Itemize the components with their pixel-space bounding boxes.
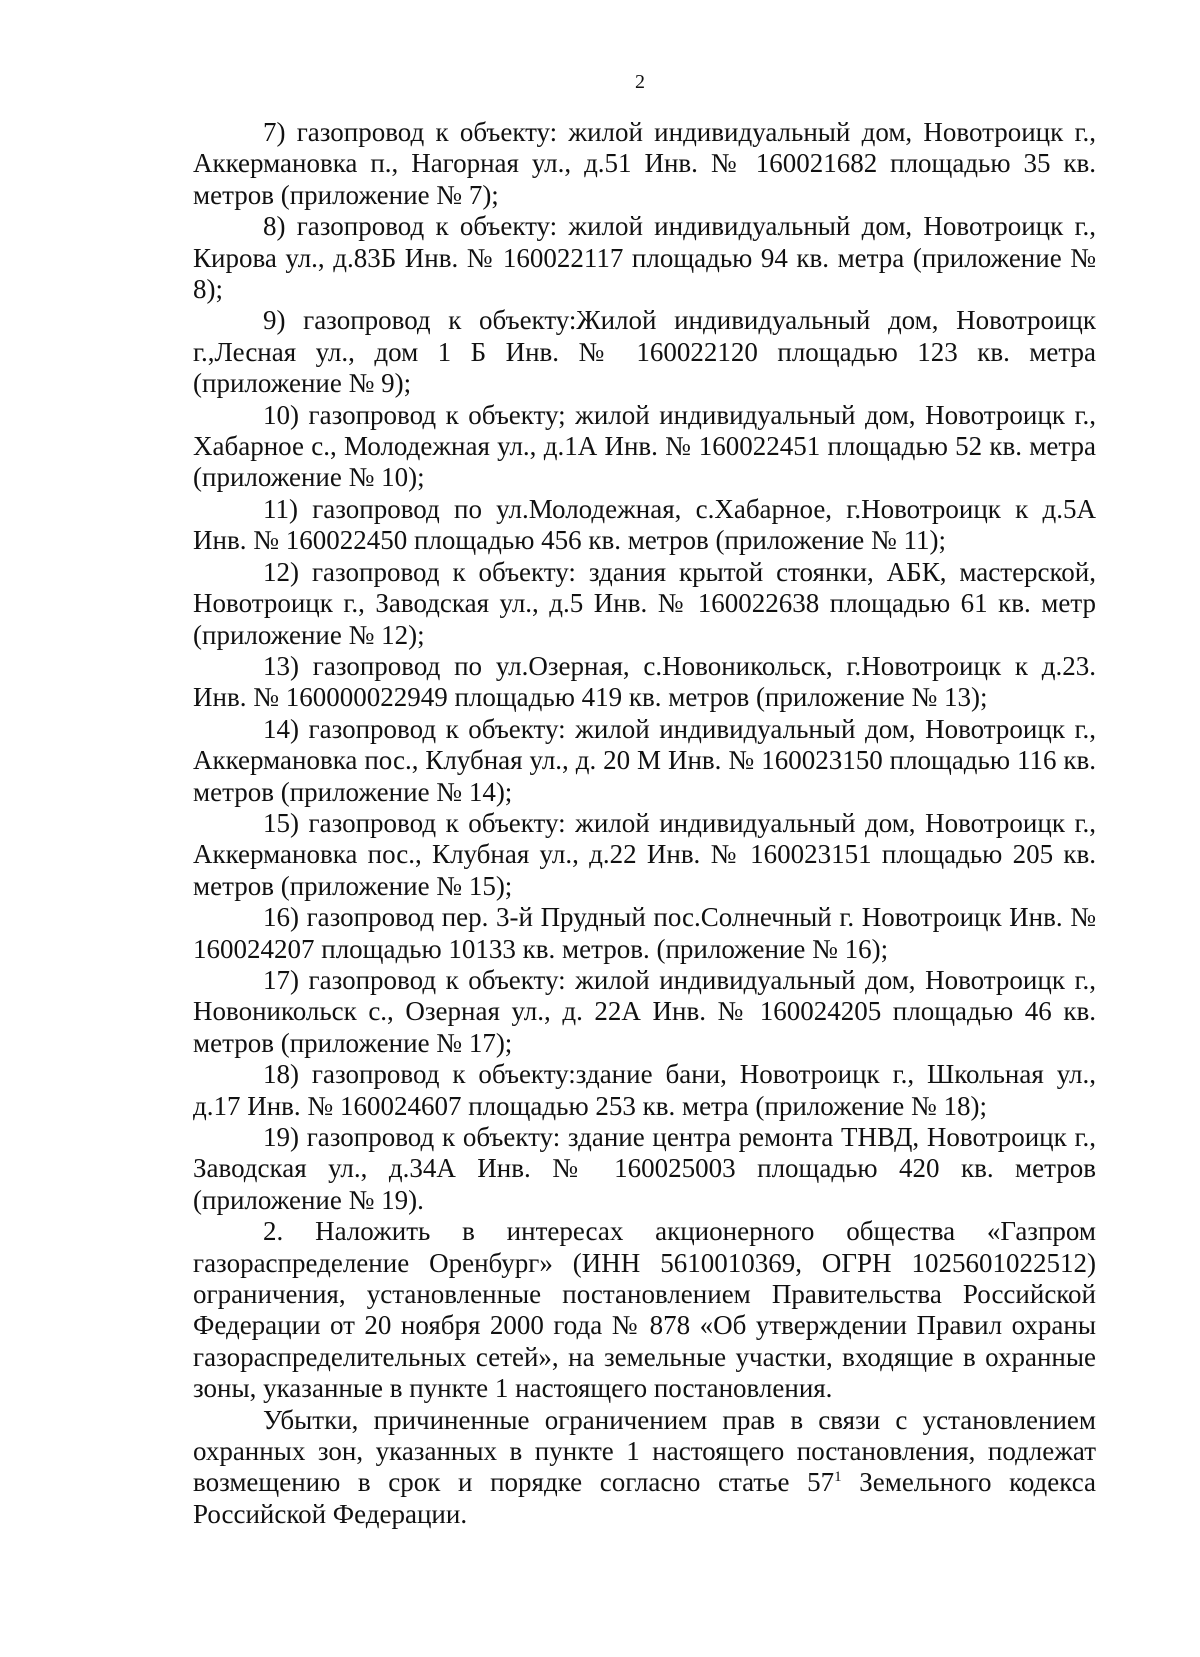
list-item-14: 14) газопровод к объекту: жилой индивидуальный дом, Новотроицк г., Аккермановка пос., Клубная ул., д. 20 М Инв. № 160023150 площадью 116 кв. метров (приложение № 14); (193, 713, 1096, 807)
clause-2: 2. Наложить в интересах акционерного общества «Газпром газораспределение Оренбург» (ИНН 5610010369, ОГРН 1025601022512) ограничения, установленные постановлением Правительства Российской Федерации от 20 ноября 2000 года № 878 «Об утверждении Правил охраны газораспределительных сетей», на земельные участки, входящие в охранные зоны, указанные в пункте 1 настоящего постановления. (193, 1216, 1096, 1404)
list-item-8: 8) газопровод к объекту: жилой индивидуальный дом, Новотроицк г., Кирова ул., д.83Б Инв. № 160022117 площадью 94 кв. метра (приложение № 8); (193, 211, 1096, 305)
list-item-16: 16) газопровод пер. 3-й Прудный пос.Солнечный г. Новотроицк Инв. № 160024207 площадью 10133 кв. метров. (приложение № 16); (193, 902, 1096, 964)
list-item-10: 10) газопровод к объекту; жилой индивидуальный дом, Новотроицк г., Хабарное с., Молодежная ул., д.1А Инв. № 160022451 площадью 52 кв. метра (приложение № 10); (193, 399, 1096, 493)
losses-text-after: Земельного кодекса Российской Федерации. (193, 1467, 1097, 1529)
list-item-9: 9) газопровод к объекту:Жилой индивидуальный дом, Новотроицк г.,Лесная ул., дом 1 Б Инв. № 160022120 площадью 123 кв. метра (приложение № 9); (193, 305, 1096, 399)
list-item-17: 17) газопровод к объекту: жилой индивидуальный дом, Новотроицк г., Новоникольск с., Озерная ул., д. 22А Инв. № 160024205 площадью 46 кв. метров (приложение № 17); (193, 964, 1096, 1058)
losses-paragraph (193, 1405, 1096, 1531)
list-item-7: 7) газопровод к объекту: жилой индивидуальный дом, Новотроицк г., Аккермановка п., Нагорная ул., д.51 Инв. № 160021682 площадью 35 кв. метров (приложение № 7); (193, 117, 1096, 210)
list-item-19: 19) газопровод к объекту: здание центра ремонта ТНВД, Новотроицк г., Заводская ул., д.34А Инв. № 160025003 площадью 420 кв. метров (приложение № 19). (193, 1122, 1096, 1215)
losses-text-before: Убытки, причиненные ограничением прав в связи с установлением охранных зон, указанных в пункте 1 настоящего постановления, подлежат возмещению в срок и порядке согласно статье 57 (193, 1404, 1096, 1498)
document-body (193, 117, 1096, 1530)
list-item-11: 11) газопровод по ул.Молодежная, с.Хабарное, г.Новотроицк к д.5А Инв. № 160022450 площадью 456 кв. метров (приложение № 11); (193, 493, 1096, 556)
list-item-18: 18) газопровод к объекту:здание бани, Новотроицк г., Школьная ул., д.17 Инв. № 160024607 площадью 253 кв. метра (приложение № 18); (193, 1059, 1096, 1121)
list-item-15: 15) газопровод к объекту: жилой индивидуальный дом, Новотроицк г., Аккермановка пос., Клубная ул., д.22 Инв. № 160023151 площадью 205 кв. метров (приложение № 15); (193, 807, 1096, 901)
list-item-12: 12) газопровод к объекту: здания крытой стоянки, АБК, мастерской, Новотроицк г., Заводская ул., д.5 Инв. № 160022638 площадью 61 кв. метр (приложение № 12); (193, 556, 1096, 650)
list-item-13: 13) газопровод по ул.Озерная, с.Новоникольск, г.Новотроицк к д.23. Инв. № 160000022949 площадью 419 кв. метров (приложение № 13); (193, 650, 1096, 713)
article-superscript: 1 (834, 1469, 842, 1486)
page-number: 2 (635, 71, 645, 93)
